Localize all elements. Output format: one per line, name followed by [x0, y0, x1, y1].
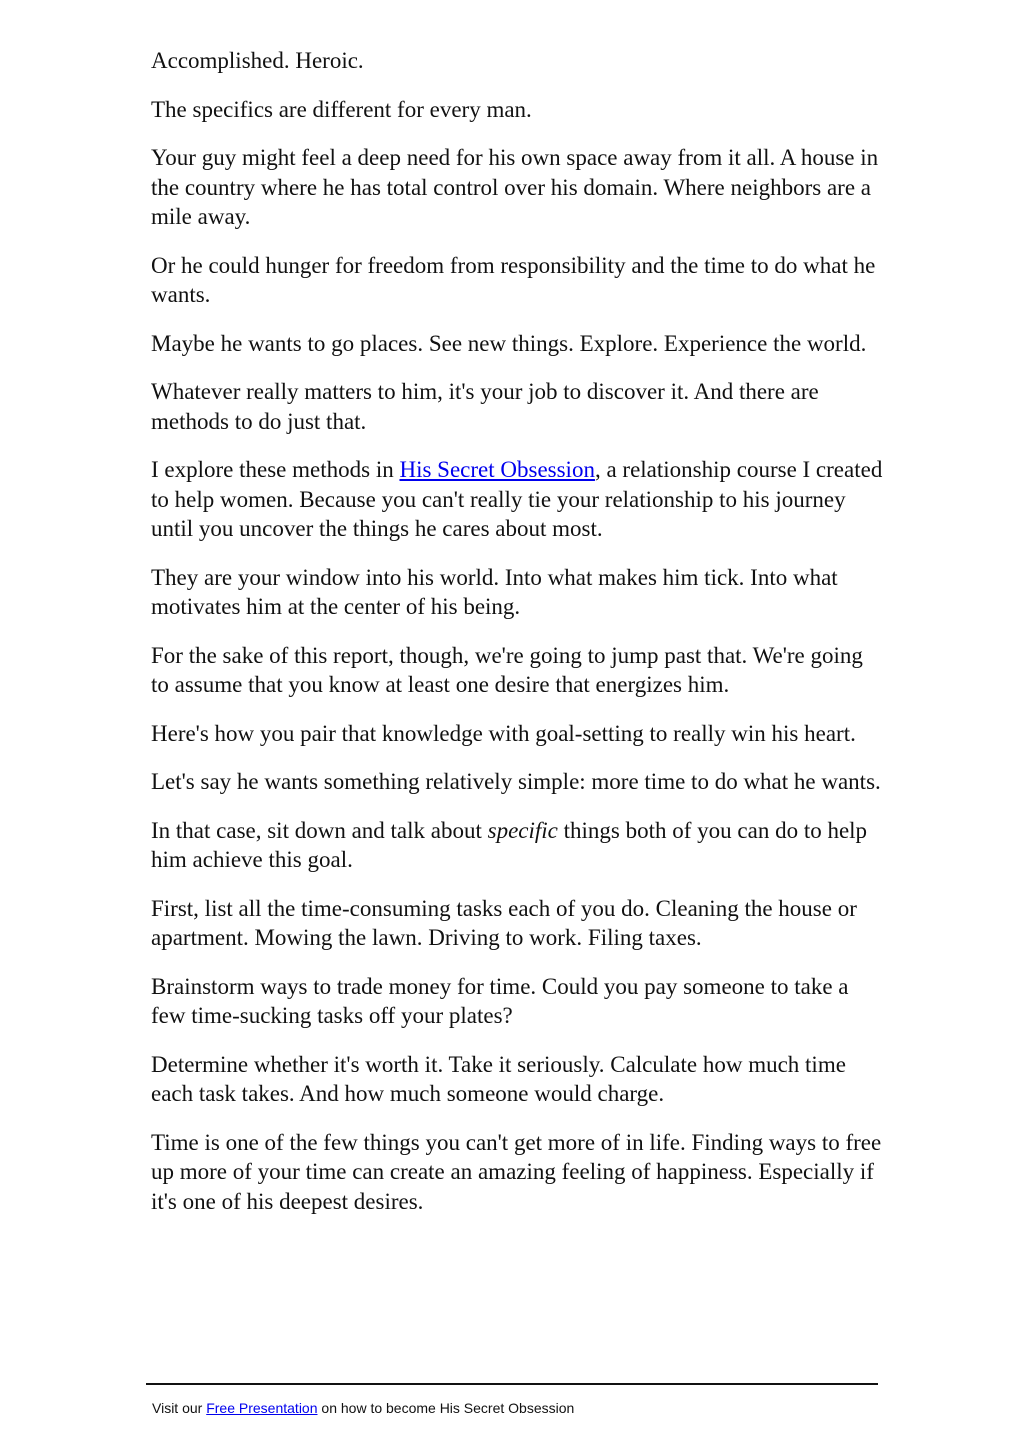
paragraph-11: Let's say he wants something relatively simple: more time to do what he wants. — [151, 769, 881, 795]
footer — [152, 1399, 574, 1417]
paragraph-2: The specifics are different for every man. — [151, 96, 532, 122]
his-secret-obsession-link[interactable]: His Secret Obsession — [399, 457, 595, 483]
paragraph-8: They are your window into his world. Into what makes him tick. Into what motivates him at the center of his being. — [151, 564, 838, 619]
paragraph-1: Accomplished. Heroic. — [151, 48, 364, 73]
paragraph-7-text-after: , a relationship course I created to help women. Because you can't really tie your relationship to his journey until you uncover the things he cares about most. — [151, 457, 883, 541]
free-presentation-link[interactable]: Free Presentation — [206, 1400, 318, 1416]
paragraph-5: Maybe he wants to go places. See new things. Explore. Experience the world. — [151, 330, 867, 356]
paragraph-12-text-before: In that case, sit down and talk about — [151, 817, 488, 843]
paragraph-7 — [151, 455, 886, 543]
paragraph-10: Here's how you pair that knowledge with goal-setting to really win his heart. — [151, 720, 856, 746]
footer-text-before: Visit our — [152, 1400, 207, 1416]
paragraph-7-text-before: I explore these methods in — [151, 457, 400, 483]
paragraph-12 — [151, 816, 886, 875]
paragraph-12-text-after: things both of you can do to help him achieve this goal. — [151, 817, 868, 873]
paragraph-6: Whatever really matters to him, it's your job to discover it. And there are methods to do just that. — [151, 379, 819, 434]
paragraph-14: Brainstorm ways to trade money for time. Could you pay someone to take a few time-sucking tasks off your plates? — [151, 973, 849, 1029]
paragraph-9: For the sake of this report, though, we're going to jump past that. We're going to assume that you know at least one desire that energizes him. — [151, 642, 863, 697]
paragraph-13: First, list all the time-consuming tasks each of you do. Cleaning the house or apartment. Mowing the lawn. Driving to work. Filing taxes. — [151, 895, 857, 951]
paragraph-4: Or he could hunger for freedom from responsibility and the time to do what he wants. — [151, 252, 876, 307]
paragraph-16: Time is one of the few things you can't get more of in life. Finding ways to free up more of your time can create an amazing feeling of happiness. Especially if it's one of his deepest desires. — [151, 1129, 882, 1214]
emphasis-specific: specific — [487, 817, 558, 843]
paragraph-3: Your guy might feel a deep need for his own space away from it all. A house in the country where he has total control over his domain. Where neighbors are a mile away. — [151, 145, 879, 229]
paragraph-15: Determine whether it's worth it. Take it seriously. Calculate how much time each task takes. And how much someone would charge. — [151, 1051, 846, 1107]
footer-text-after: on how to become His Secret Obsession — [317, 1400, 575, 1416]
document-body — [151, 46, 886, 1235]
footer-divider — [146, 1383, 878, 1385]
